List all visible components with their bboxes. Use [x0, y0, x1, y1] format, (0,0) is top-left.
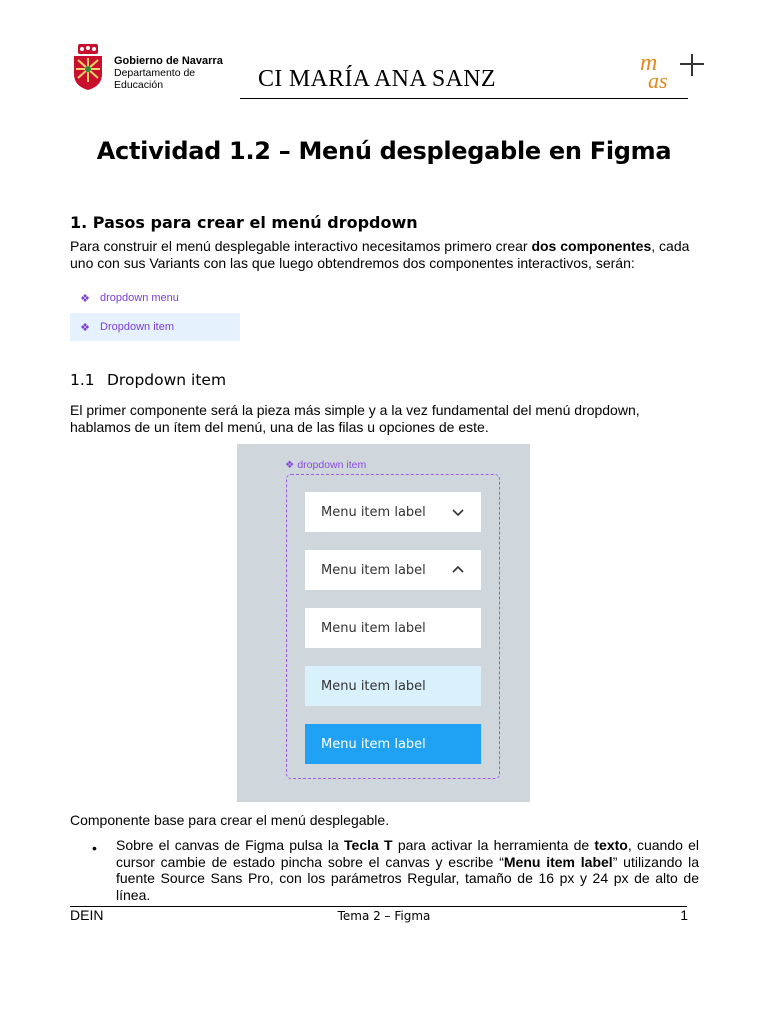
bullet-paragraph: Sobre el canvas de Figma pulsa la Tecla T para activar la herramienta de texto, cuando el cursor cambie de estado pincha sobre el canvas y escribe “Menu item label” utilizando la fuente Source Sans Pro, con los parámetros Regular, tamaño de 16 px y 24 px de alto de línea.: [116, 837, 700, 903]
chevron-up-icon: [451, 563, 465, 577]
school-name: CI MARÍA ANA SANZ: [258, 66, 496, 92]
figure-caption: Componente base para crear el menú desplegable.: [70, 812, 390, 828]
variant-hover: Menu item label: [305, 666, 481, 706]
org-dept-line-1: Departamento de: [114, 67, 196, 79]
chevron-down-icon: [451, 505, 465, 519]
section-1-heading: 1. Pasos para crear el menú dropdown: [70, 213, 418, 232]
figma-dropdown-item-figure: [237, 444, 530, 802]
component-icon: ❖: [80, 321, 90, 334]
variant-open: Menu item label: [305, 550, 481, 590]
footer-rule: [70, 906, 687, 907]
variant-default: Menu item label: [305, 608, 481, 648]
frame-label: ❖ dropdown item: [285, 459, 367, 471]
section-1-paragraph: Para construir el menú desplegable interactivo necesitamos primero crear dos componentes, cada uno con sus Variants con las que luego obtendremos dos componentes interactivos, serán:: [70, 238, 690, 271]
header-rule: [240, 98, 688, 99]
component-icon: ❖: [80, 292, 90, 305]
org-dept-line-2: Educación: [114, 79, 164, 91]
svg-text:as: as: [648, 68, 668, 93]
variant-active: Menu item label: [305, 724, 481, 764]
component-dropdown-item: ❖ Dropdown item: [70, 313, 240, 341]
footer-topic: Tema 2 – Figma: [337, 909, 431, 923]
page-title: Actividad 1.2 – Menú desplegable en Figma: [96, 137, 672, 165]
section-1-1-heading: 1.1 Dropdown item: [70, 371, 227, 389]
variant-closed: Menu item label: [305, 492, 481, 532]
org-name: Gobierno de Navarra: [114, 55, 223, 67]
section-1-1-paragraph: El primer componente será la pieza más simple y a la vez fundamental del menú dropdown, hablamos de un ítem del menú, una de las filas u opciones de este.: [70, 402, 640, 435]
svg-text:m: m: [640, 50, 658, 76]
footer-course: DEIN: [70, 907, 104, 923]
bullet-marker: •: [92, 840, 97, 856]
page-number: 1: [680, 907, 688, 923]
mas-logo: [640, 46, 710, 96]
gobierno-navarra-logo: [72, 42, 232, 94]
component-dropdown-menu: ❖ dropdown menu: [70, 284, 240, 312]
mas-logo-icon: [640, 46, 710, 96]
navarra-crest-icon: [72, 44, 104, 90]
